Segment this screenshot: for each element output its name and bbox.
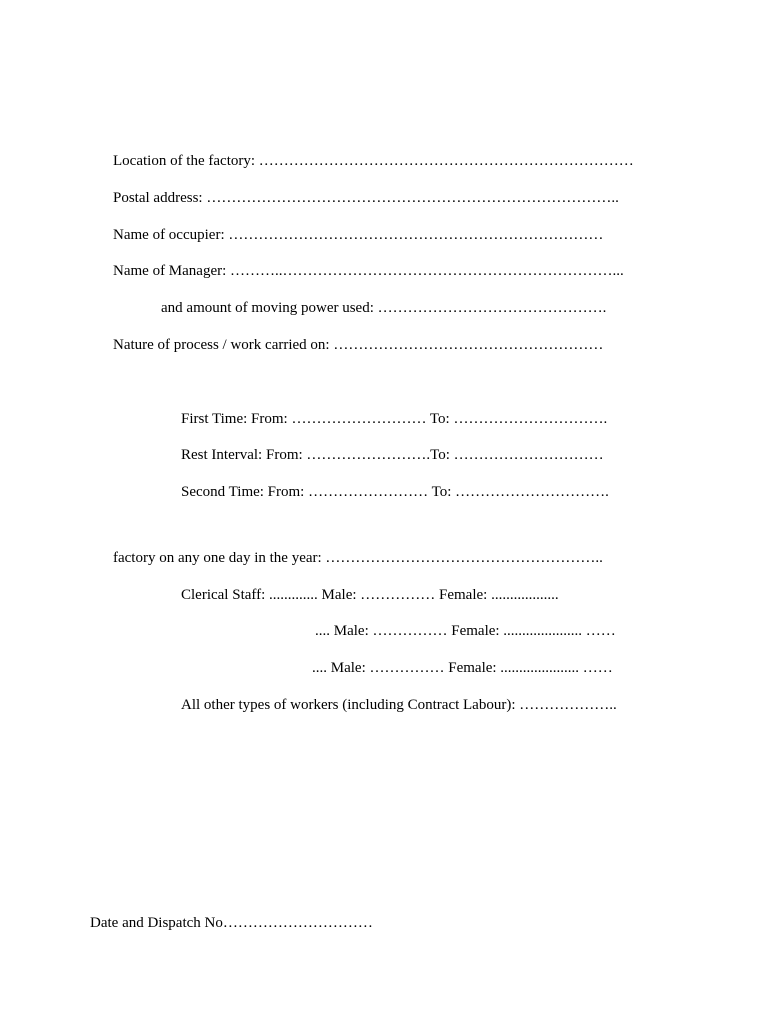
staff-row-three-field: .... Male: …………… Female: ..................... ……	[312, 660, 613, 676]
postal-address-field: Postal address: ………………………………………………………………………..	[113, 190, 619, 206]
second-time-field: Second Time: From: …………………… To: ………………………….	[181, 484, 609, 500]
first-time-field: First Time: From: ……………………… To: ………………………….	[181, 411, 608, 427]
name-of-occupier-field: Name of occupier: …………………………………………………………………	[113, 227, 604, 243]
nature-of-process-field: Nature of process / work carried on: ………………………………………………	[113, 337, 604, 353]
all-other-workers-field: All other types of workers (including Contract Labour): ………………..	[181, 697, 617, 713]
name-of-manager-field: Name of Manager: ………..…………………………………………………………...	[113, 263, 624, 279]
staff-row-two-field: .... Male: …………… Female: ..................... ……	[315, 623, 616, 639]
location-of-factory-field: Location of the factory: …………………………………………………………………	[113, 153, 634, 169]
date-dispatch-field: Date and Dispatch No…………………………	[90, 915, 373, 931]
factory-any-day-field: factory on any one day in the year: ………………………………………………..	[113, 550, 603, 566]
moving-power-field: and amount of moving power used: ……………………………………….	[161, 300, 607, 316]
rest-interval-field: Rest Interval: From: …………………….To: …………………………	[181, 447, 604, 463]
clerical-staff-field: Clerical Staff: ............. Male: …………… Female: ..................	[181, 587, 559, 603]
